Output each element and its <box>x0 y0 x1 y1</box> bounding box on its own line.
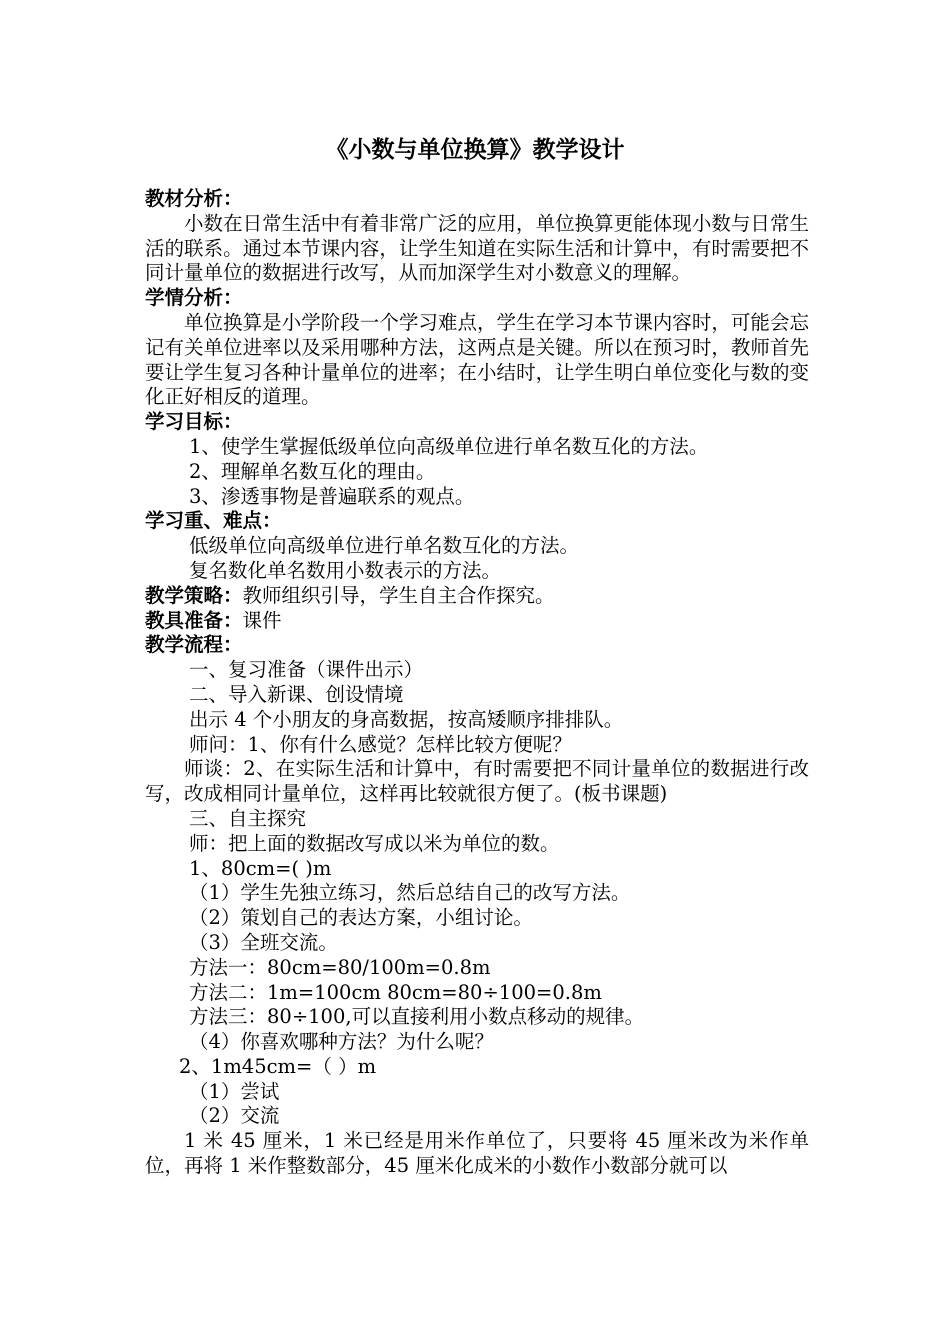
document-title: 《小数与单位换算》教学设计 <box>325 137 625 163</box>
explore-line: （4）你喜欢哪种方法？为什么呢？ <box>189 1030 494 1054</box>
explore-line: 方法二：1m=100cm 80cm=80÷100=0.8m <box>189 980 602 1004</box>
explore-line: 三、自主探究 <box>189 806 307 830</box>
section-heading-student-analysis: 学情分析： <box>145 286 243 310</box>
explore-line: 1、80cm=( )m <box>189 856 332 880</box>
student-analysis-paragraph: 单位换算是小学阶段一个学习难点，学生在学习本节课内容时，可能会忘记有关单位进率以及采用哪种方法，这两点是关键。所以在预习时，教师首先要让学生复习各种计量单位的进率；在小结时，让学生明白单位变化与数的变化正好相反的道理。 <box>145 310 809 409</box>
learning-goal-item: 1、使学生掌握低级单位向高级单位进行单名数互化的方法。 <box>189 434 709 458</box>
teaching-strategy-label: 教学策略： <box>145 583 243 607</box>
explore-line: （3）全班交流。 <box>189 930 338 954</box>
teaching-tools-text: 课件 <box>242 608 282 632</box>
section-heading-teaching-process: 教学流程： <box>145 633 243 657</box>
question-two-line: 2、1m45cm=（ ）m <box>179 1054 377 1078</box>
process-line: 二、导入新课、创设情境 <box>189 682 404 706</box>
process-line: 出示 4 个小朋友的身高数据，按高矮顺序排排队。 <box>189 707 624 731</box>
learning-goal-item: 2、理解单名数互化的理由。 <box>189 459 436 483</box>
question-two-step: （2）交流 <box>189 1104 280 1128</box>
learning-goal-item: 3、渗透事物是普遍联系的观点。 <box>189 484 475 508</box>
teaching-tools-label: 教具准备： <box>145 608 243 632</box>
teaching-strategy-row <box>145 584 809 609</box>
section-heading-key-points: 学习重、难点： <box>145 509 282 533</box>
section-heading-textbook-analysis: 教材分析： <box>145 187 243 210</box>
key-point-item: 低级单位向高级单位进行单名数互化的方法。 <box>189 534 580 558</box>
explore-line: 方法三：80÷100,可以直接利用小数点移动的规律。 <box>189 1005 645 1029</box>
explore-line: （2）策划自己的表达方案，小组讨论。 <box>189 906 533 930</box>
textbook-analysis-paragraph: 小数在日常生活中有着非常广泛的应用，单位换算更能体现小数与日常生活的联系。通过本节课内容，让学生知道在实际生活和计算中，有时需要把不同计量单位的数据进行改写，从而加深学生对小数意义的理解。 <box>145 211 809 285</box>
key-point-item: 复名数化单名数用小数表示的方法。 <box>189 558 502 582</box>
explore-line: 方法一：80cm=80/100m=0.8m <box>189 955 491 979</box>
explore-line: （1）学生先独立练习，然后总结自己的改写方法。 <box>189 881 631 905</box>
final-paragraph: 1 米 45 厘米，1 米已经是用米作单位了，只要将 45 厘米改为米作单位，再将 1 米作整数部分，45 厘米化成米的小数作小数部分就可以 <box>145 1129 809 1178</box>
question-two-step: （1）尝试 <box>189 1079 280 1103</box>
process-line: 一、复习准备（课件出示） <box>189 658 424 682</box>
section-heading-learning-goals: 学习目标： <box>145 410 243 434</box>
document-body <box>145 187 809 1179</box>
teaching-strategy-text: 教师组织引导，学生自主合作探究。 <box>242 583 555 607</box>
teacher-talk-paragraph: 师谈：2、在实际生活和计算中，有时需要把不同计量单位的数据进行改写，改成相同计量单位，这样再比较就很方便了。(板书课题) <box>145 757 809 806</box>
process-line: 师问：1、你有什么感觉？怎样比较方便呢？ <box>189 732 572 756</box>
teaching-tools-row <box>145 609 809 634</box>
explore-line: 师：把上面的数据改写成以米为单位的数。 <box>189 831 560 855</box>
